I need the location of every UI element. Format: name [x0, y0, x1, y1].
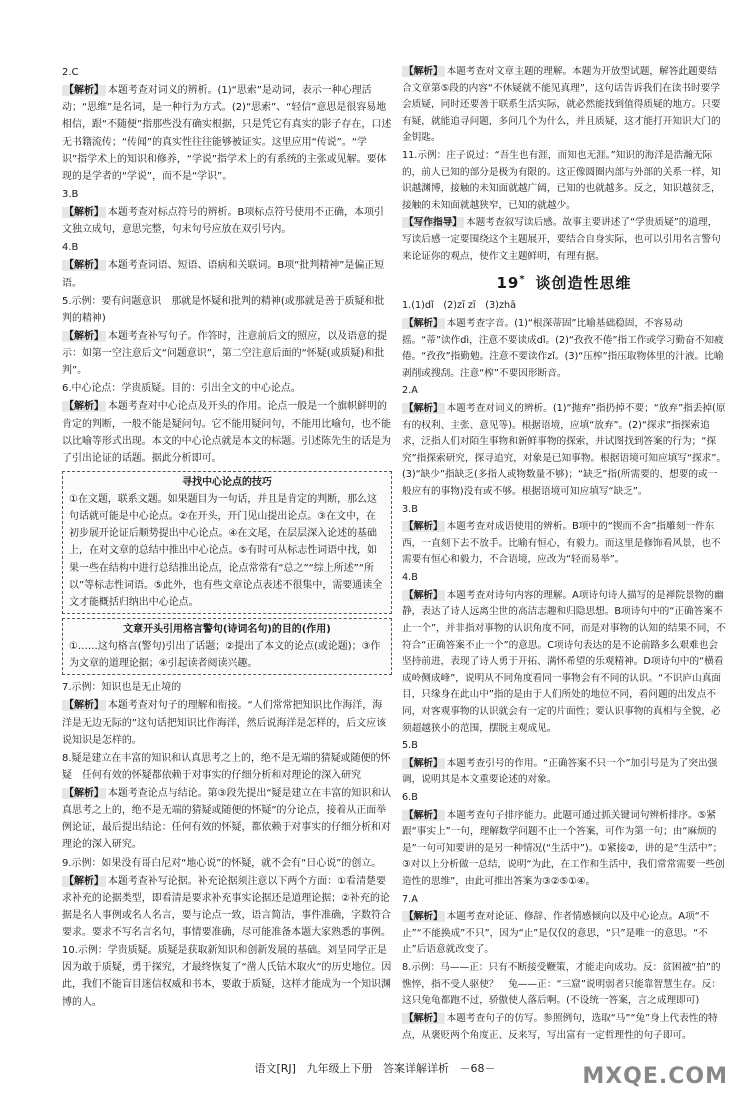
analysis-tag: 【解析】 — [64, 401, 104, 413]
answer-item — [62, 855, 392, 872]
analysis-text: 本题考查对句子的理解和衔接。“人们常常把知识比作海洋，海洋是无边无际的”这句话把知识比作海洋，然后说海洋是怎样的，后文应该说知识是怎样的。 — [62, 700, 387, 746]
analysis-tag: 【解析】 — [404, 809, 443, 821]
answer-text: 4.B — [402, 572, 418, 584]
footer-book: 答案详解详析 — [382, 1062, 449, 1075]
analysis-text: 本题考查对文章主题的理解。本题为开放型试题，解答此题要结合文章第⑤段的内容“不休疑就不能见真理”，这句话告诉我们在读书时要学会质疑，同时还要善于联系生活实际，就必然能找到值得质疑的地方。只要有疑，就能追寻问题，多问几个为什么，并且质疑，这才能打开知识大门的金钥匙。 — [402, 66, 721, 144]
tip-box-central-argument — [62, 471, 392, 614]
analysis-paragraph — [62, 204, 392, 238]
analysis-paragraph — [402, 215, 726, 265]
answer-item — [402, 960, 726, 1010]
watermark-logo: MXQE.COM — [582, 1064, 728, 1089]
answer-item — [62, 239, 392, 256]
analysis-text: 本题考查对中心论点及开头的作用。论点一般是一个旗帜鲜明的肯定的判断，一般不能是疑问句。它不能用疑问句，不能用比喻句，也不能以比喻等形式出现。本文的中心论点就是本文的标题。引述陈先生的话是为了引出论证的话题。据此分析即可。 — [62, 401, 391, 464]
analysis-tag: 【写作指导】 — [404, 217, 462, 229]
answer-item — [62, 679, 392, 696]
analysis-text: 本题考查对诗句内容的理解。A项诗句诗人描写的是禅院景物的幽静，表达了诗人远离尘世的高洁志趣和归隐思想。B项诗句中的“正确答案不止一个”，并非指对事物的认识角度不同，而是对事物的认知的结果不同，不符合“正确答案不止一个”的意思。C项诗句表达的是不论前路多么艰难也会坚持前进，表现了诗人勇于开拓、满怀希望的乐观精神。D项诗句中的“横看成岭侧成峰”，说明从不同角度看同一事物会有不同的认识。“不识庐山真面目，只缘身在此山中”指的是由于人们所处的地位不同，看问题的出发点不同，对客观事物的认识就会有一定的片面性；要认识事物的真相与全貌，必须超越狭小的范围，摆脱主观成见。 — [402, 589, 726, 734]
answer-item — [402, 298, 726, 315]
section-heading-title: 谈创造性思维 — [535, 274, 632, 293]
answer-text: 7.示例：知识也是无止境的 — [62, 682, 182, 694]
answer-item — [402, 892, 726, 909]
answer-text: 11.示例：庄子说过：“吾生也有涯，而知也无涯。”知识的海洋是浩瀚无际的，前人已知的部分是极为有限的。这正像圆圈内部与外部的关系一样，知识越渊博，接触的未知面就越广阔，已知的也就越多。反之，知识越贫乏，接触的未知面就越狭窄，已知的就越少。 — [402, 150, 721, 211]
answer-text: 10.示例：学贵质疑。质疑是获取新知识和创新发展的基础。刘呈同学正是因为敢于质疑，勇于探究，才最终恢复了“凿人氏钻木取火”的历史地位。因此，我们不能盲目迷信权威和书本，要敢于质疑，这样才能成为一个知识渊博的人。 — [62, 945, 392, 1008]
analysis-text: 本题考查叙写读后感。故事主要讲述了“学贵质疑”的道理，写读后感一定要围绕这个主题展开，要结合自身实际，也可以引用名言警句来论证你的观点，使作文主题鲜明，有理有据。 — [402, 217, 721, 262]
tip-box-title: 寻找中心论点的技巧 — [182, 476, 272, 488]
tip-box-body: ①在文题，联系文题。如果题目为一句话，并且是肯定的判断，那么这句话就可能是中心论点。②在开头，开门见山提出论点。③在文中，在初步展开论证后顺势提出中心论点。④在文尾，在层层深入论述的基础上，在对文章的总结中推出中心论点。⑤有时可从标志性词语中找，如果一些在结构中进行总结推出论点，论点常常有“总之”“综上所述”“所以”等标志性词语。⑤此外，也有些文章论点表述不很集中，需要通读全文才能概括归纳出中心论点。 — [69, 494, 383, 608]
analysis-paragraph — [402, 588, 726, 737]
analysis-paragraph — [402, 1011, 726, 1044]
analysis-tag: 【解析】 — [64, 788, 104, 799]
answer-item — [402, 790, 726, 807]
analysis-paragraph — [62, 785, 392, 854]
answer-item — [62, 750, 392, 784]
section-heading-star: * — [519, 274, 526, 286]
answer-item — [62, 380, 392, 397]
answer-text: 6.B — [402, 791, 418, 803]
analysis-text: 本题考查对论证、修辞、作者情感倾向以及中心论点。A项“不止”“不能换成”不只”，因为“止”是仅仅的意思，“只”是唯一的意思。“不止”后语意就改变了。 — [402, 911, 710, 956]
answer-text: 8.疑是建立在丰富的知识和认真思考之上的，绝不是无端的猜疑或随便的怀疑 任何有效的怀疑都依赖于对事实的仔细分析和对理论的深入研究 — [62, 752, 391, 781]
analysis-tag: 【解析】 — [64, 260, 104, 272]
answer-text: 5.B — [402, 740, 418, 752]
answer-item — [62, 186, 392, 203]
analysis-text: 本题考查词语、短语、语病和关联词。B项“批判精神”是偏正短语。 — [62, 260, 385, 289]
answer-item — [62, 942, 392, 1011]
analysis-tag: 【解析】 — [404, 589, 443, 601]
answer-text: 2.C — [62, 67, 79, 78]
analysis-tag: 【解析】 — [404, 911, 443, 923]
analysis-text: 本题考查对词义的辨析。(1)“思索”是动词，表示一种心理活动；“思维”是名词，是一种行为方式。(2)“思索”、“轻信”意思是很容易地相信，跟“不随便”指那些没有确实根据，只是凭它有真实的影子存在，口述无书籍流传；“传闻”的真实性往往能够被证实。这里应用“传说”。“学识”指学术上的知识和修养，“学说”指学术上的有系统的主张或见解。要体现的是学者的“学说”，而不是“学识”。 — [62, 85, 392, 182]
analysis-paragraph — [402, 808, 726, 891]
answer-text: 8.示例：马——正：只有不断接受鞭策，才能走向成功。反：贫困被“拍”的憔悴，指不受人驱使？ 兔——正：“三窟”说明弱者只能靠智慧生存。反：这只兔龟都跑不过，骄傲使人落后啊。(不设统一答案，言之成理即可) — [402, 962, 722, 1007]
analysis-paragraph — [402, 401, 726, 501]
tip-box-title: 文章开头引用格言警句(诗词名句)的目的(作用) — [123, 623, 331, 635]
analysis-paragraph — [402, 756, 726, 789]
analysis-text: 本题考查句子的仿写。参照例句，选取“马”“兔”身上代表性的特点，从褒贬两个角度正、反来写，写出富有一定哲理性的句子即可。 — [402, 1012, 718, 1041]
analysis-paragraph — [62, 697, 392, 748]
tip-box-quotation-purpose — [62, 618, 392, 675]
tip-box-body: ①……这句格言(警句)引出了话题；②提出了本文的论点(或论题)；③作为文章的道理论据；④引起读者阅读兴趣。 — [69, 641, 381, 670]
answer-text: 4.B — [62, 242, 79, 254]
analysis-paragraph — [62, 398, 392, 467]
analysis-tag: 【解析】 — [64, 330, 104, 342]
analysis-text: 本题考查对标点符号的辨析。B项标点符号使用不正确，本项引文独立成句，意思完整，句末句号应放在双引号内。 — [62, 207, 384, 236]
analysis-paragraph — [402, 519, 726, 569]
footer-grade: 九年级上下册 — [306, 1062, 373, 1075]
left-column — [62, 64, 392, 1012]
analysis-text: 本题考查对词义的辨析。(1)“抛弃”指扔掉不要；“放弃”指丢掉(原有的权利、主张、意见等)。根据语境，应填“放弃”。(2)“探求”指探索追求，泛指人们对陌生事物和新鲜事物的探索，并试图找到答案的行为；“探究”指探索研究，探寻追究，对象是已知事物。根据语境可知应填写“探求”。(3)“缺少”指缺乏(多指人或物数量不够)；“缺乏”指(所需要的、想要的或一般应有的事物)没有或不够。根据语境可知应填写“缺乏”。 — [402, 402, 727, 498]
analysis-paragraph — [62, 873, 392, 942]
analysis-tag: 【解析】 — [404, 757, 443, 769]
answer-text: 3.B — [402, 503, 418, 515]
analysis-tag: 【解析】 — [64, 207, 104, 218]
analysis-paragraph — [402, 64, 726, 147]
answer-item — [402, 738, 726, 755]
page-number: －68－ — [459, 1062, 496, 1075]
analysis-tag: 【解析】 — [404, 317, 443, 329]
answer-text: 7.A — [402, 893, 418, 905]
section-heading — [402, 267, 726, 296]
analysis-text: 本题考查字音。(1)“根深蒂固”比喻基础稳固，不容易动摇。“蒂”读作dì，注意不要读成dǐ。(2)“孜孜不倦”指工作或学习勤奋不知疲倦。“孜孜”指勤勉。注意不要读作zǐ。(3)“压榨”指压取物体里的汁液。比喻剥削或搜刮。注意“榨”不要因形断音。 — [402, 317, 724, 379]
analysis-text: 本题考查补写论据。补充论据须注意以下两个方面：①看清楚要求补充的论据类型，即看清是要求补充事实论据还是道理论据；②补充的论据是名人事例或名人名言，要与论点一致，语言简洁，事件准确，字数符合要求。要求不写名言名句，事情要准确，尽可能准备本题大家熟悉的事例。 — [62, 875, 391, 938]
footer-subject: 语文[RJ] — [254, 1062, 296, 1075]
answer-text: 5.示例：要有问题意识 那就是怀疑和批判的精神(或那就是善于质疑和批判的精神) — [62, 295, 385, 324]
answer-item — [402, 502, 726, 519]
answer-item — [402, 148, 726, 214]
analysis-tag: 【解析】 — [64, 700, 104, 712]
analysis-paragraph — [62, 257, 392, 291]
analysis-tag: 【解析】 — [404, 66, 443, 77]
answer-item — [402, 570, 726, 587]
analysis-paragraph — [62, 82, 392, 185]
analysis-text: 本题考查句子排序能力。此题可通过抓关键词句辨析排序。⑤紧跟“事实上”一句，理解数学问题不止一个答案，可作为第一句；由“麻烦的是”一句可知要讲的是另一种情况(“生活中”)。①紧接②，讲的是“生活中”；③对以上分析做一总结，说明“为此，在工作和生活中，我们常常需要一些创造性的思维”，由此可推出答案为③②⑤①④。 — [402, 809, 725, 888]
answer-text: 1.(1)dǐ (2)zī zī (3)zhā — [402, 300, 517, 312]
answer-text: 2.A — [402, 385, 418, 397]
right-column — [402, 64, 726, 1045]
answer-item — [402, 383, 726, 400]
analysis-text: 本题考查补写句子。作答时，注意前后文的照应，以及语意的提示：如第一空注意后文“问题意识”，第二空注意后面的“怀疑(或质疑)和批判”。 — [62, 330, 388, 377]
analysis-tag: 【解析】 — [404, 402, 443, 414]
section-heading-number: 19 — [496, 274, 520, 293]
analysis-text: 本题考查论点与结论。第③段先提出“疑是建立在丰富的知识和认真思考之上的，绝不是无端的猜疑或随便的怀疑”的分论点，接着从正面举例论证，最后提出结论：任何有效的怀疑，都依赖于对事实的仔细分析和对理论的深入研究。 — [62, 788, 392, 851]
analysis-paragraph — [402, 316, 726, 382]
analysis-paragraph — [62, 328, 392, 379]
analysis-tag: 【解析】 — [404, 521, 443, 533]
answer-item — [62, 293, 392, 327]
analysis-text: 本题考查对成语使用的辨析。B项中的“锲而不舍”指雕刻一件东西，一直刻下去不放手。比喻有恒心，有毅力。而这里是修饰看风景，也不需要有恒心和毅力，不合语境，应改为“轻而易举”。 — [402, 521, 721, 566]
analysis-tag: 【解析】 — [404, 1012, 443, 1024]
analysis-tag: 【解析】 — [64, 875, 104, 887]
answer-text: 3.B — [62, 188, 79, 200]
answer-item — [62, 64, 392, 81]
analysis-paragraph — [402, 909, 726, 959]
analysis-tag: 【解析】 — [64, 85, 104, 97]
answer-text: 9.示例：如果没有哥白尼对“地心说”的怀疑，就不会有“日心说”的创立。 — [62, 857, 382, 869]
analysis-text: 本题考查引号的作用。“正确答案不只一个”加引号是为了突出强调，说明其是本文重要论述的对象。 — [402, 757, 718, 786]
answer-text: 6.中心论点：学贵质疑。目的：引出全文的中心论点。 — [62, 383, 301, 395]
